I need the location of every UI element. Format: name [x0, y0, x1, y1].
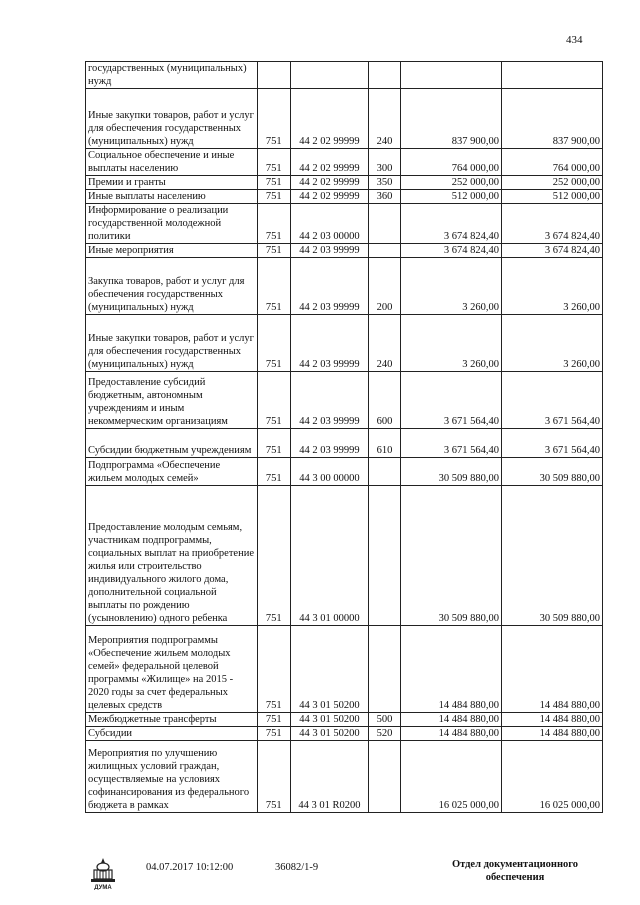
table-row: [86, 244, 603, 258]
table-row: [86, 713, 603, 727]
row-kcsr: 44 2 03 99999: [290, 258, 368, 315]
row-sum-2: 3 260,00: [502, 258, 603, 315]
row-kcsr: 44 3 01 50200: [290, 727, 368, 741]
row-grbs: 751: [257, 727, 290, 741]
table-row: [86, 258, 603, 315]
row-grbs: 751: [257, 458, 290, 486]
table-row: [86, 626, 603, 713]
row-sum-2: 30 509 880,00: [502, 458, 603, 486]
row-kcsr: 44 2 02 99999: [290, 89, 368, 149]
table-row: [86, 458, 603, 486]
row-sum-1: 14 484 880,00: [401, 713, 502, 727]
row-grbs: 751: [257, 190, 290, 204]
row-name: Мероприятия по улучшению жилищных условий граждан, осуществляемые на условиях софинансирования из федерального бюджета в рамках: [86, 741, 258, 813]
row-sum-2: 16 025 000,00: [502, 741, 603, 813]
row-grbs: 751: [257, 372, 290, 429]
row-kcsr: 44 2 02 99999: [290, 190, 368, 204]
row-sum-2: 3 671 564,40: [502, 429, 603, 458]
row-kcsr: 44 3 01 R0200: [290, 741, 368, 813]
row-sum-1: 764 000,00: [401, 149, 502, 176]
row-name: Премии и гранты: [86, 176, 258, 190]
table-row: [86, 315, 603, 372]
table-row: [86, 486, 603, 626]
row-kvr: [368, 741, 400, 813]
row-sum-1: 14 484 880,00: [401, 626, 502, 713]
row-sum-1: 30 509 880,00: [401, 458, 502, 486]
row-kcsr: 44 2 02 99999: [290, 176, 368, 190]
row-grbs: 751: [257, 176, 290, 190]
table-row: [86, 176, 603, 190]
row-sum-2: 14 484 880,00: [502, 626, 603, 713]
row-kvr: 240: [368, 89, 400, 149]
row-name: Подпрограмма «Обеспечение жильем молодых семей»: [86, 458, 258, 486]
row-kvr: 350: [368, 176, 400, 190]
row-grbs: 751: [257, 626, 290, 713]
row-kcsr: 44 2 03 99999: [290, 372, 368, 429]
row-kcsr: 44 2 03 99999: [290, 244, 368, 258]
row-kcsr: 44 2 03 99999: [290, 429, 368, 458]
row-kvr: 610: [368, 429, 400, 458]
duma-logo-icon: [88, 856, 118, 890]
row-kvr: 520: [368, 727, 400, 741]
footer-department: Отдел документационного обеспечения: [451, 859, 579, 883]
footer-document-code: 36082/1-9: [275, 862, 319, 873]
row-sum-1: 16 025 000,00: [401, 741, 502, 813]
row-grbs: 751: [257, 149, 290, 176]
row-sum-2: [502, 62, 603, 89]
row-kvr: [368, 486, 400, 626]
row-name: Информирование о реализации государственной молодежной политики: [86, 204, 258, 244]
table-row: [86, 204, 603, 244]
row-sum-1: 30 509 880,00: [401, 486, 502, 626]
row-grbs: 751: [257, 713, 290, 727]
row-name: Мероприятия подпрограммы «Обеспечение жильем молодых семей» федеральной целевой программы «Жилище» на 2015 - 2020 годы за счет федеральных целевых средств: [86, 626, 258, 713]
table-row: [86, 149, 603, 176]
row-kcsr: 44 2 02 99999: [290, 149, 368, 176]
row-sum-1: 3 260,00: [401, 315, 502, 372]
row-kcsr: 44 3 00 00000: [290, 458, 368, 486]
row-sum-2: 3 260,00: [502, 315, 603, 372]
row-sum-1: 3 671 564,40: [401, 429, 502, 458]
row-name: Межбюджетные трансферты: [86, 713, 258, 727]
row-sum-2: 252 000,00: [502, 176, 603, 190]
row-grbs: 751: [257, 244, 290, 258]
row-kcsr: 44 3 01 50200: [290, 626, 368, 713]
page-number: 434: [566, 34, 583, 46]
row-name: Предоставление молодым семьям, участникам подпрограммы, социальных выплат на приобретение жилья или строительство индивидуального жилого дома, дополнительной социальной выплаты по рождению (усыновлению) одного ребенка: [86, 486, 258, 626]
row-grbs: [257, 62, 290, 89]
row-kcsr: 44 3 01 50200: [290, 713, 368, 727]
table-row: [86, 89, 603, 149]
row-kcsr: 44 2 03 00000: [290, 204, 368, 244]
row-sum-2: 764 000,00: [502, 149, 603, 176]
row-sum-1: 3 674 824,40: [401, 244, 502, 258]
row-name: Иные закупки товаров, работ и услуг для обеспечения государственных (муниципальных) нужд: [86, 315, 258, 372]
row-kvr: 300: [368, 149, 400, 176]
row-grbs: 751: [257, 258, 290, 315]
row-kvr: 500: [368, 713, 400, 727]
row-kcsr: 44 2 03 99999: [290, 315, 368, 372]
row-sum-2: 30 509 880,00: [502, 486, 603, 626]
table-row: [86, 741, 603, 813]
row-sum-2: 3 674 824,40: [502, 244, 603, 258]
row-sum-1: [401, 62, 502, 89]
row-name: Закупка товаров, работ и услуг для обеспечения государственных (муниципальных) нужд: [86, 258, 258, 315]
row-sum-2: 14 484 880,00: [502, 727, 603, 741]
row-sum-1: 3 674 824,40: [401, 204, 502, 244]
row-name: Иные мероприятия: [86, 244, 258, 258]
row-sum-2: 3 674 824,40: [502, 204, 603, 244]
row-sum-1: 512 000,00: [401, 190, 502, 204]
budget-table: [85, 61, 603, 813]
row-sum-1: 837 900,00: [401, 89, 502, 149]
row-name: государственных (муниципальных) нужд: [86, 62, 258, 89]
row-sum-2: 837 900,00: [502, 89, 603, 149]
row-kcsr: 44 3 01 00000: [290, 486, 368, 626]
table-row: [86, 727, 603, 741]
row-name: Иные выплаты населению: [86, 190, 258, 204]
row-name: Иные закупки товаров, работ и услуг для обеспечения государственных (муниципальных) нужд: [86, 89, 258, 149]
row-kvr: [368, 244, 400, 258]
row-sum-1: 3 260,00: [401, 258, 502, 315]
row-kvr: 240: [368, 315, 400, 372]
row-sum-2: 14 484 880,00: [502, 713, 603, 727]
table-row: [86, 190, 603, 204]
row-kvr: 600: [368, 372, 400, 429]
row-kvr: [368, 62, 400, 89]
row-name: Предоставление субсидий бюджетным, автономным учреждениям и иным некоммерческим организациям: [86, 372, 258, 429]
table-row: [86, 372, 603, 429]
row-name: Субсидии бюджетным учреждениям: [86, 429, 258, 458]
table-row: [86, 62, 603, 89]
row-kvr: [368, 204, 400, 244]
row-kvr: 360: [368, 190, 400, 204]
table-row: [86, 429, 603, 458]
row-sum-1: 252 000,00: [401, 176, 502, 190]
footer-date: 04.07.2017 10:12:00: [146, 862, 234, 873]
row-sum-1: 3 671 564,40: [401, 372, 502, 429]
svg-text:ДУМА: ДУМА: [94, 885, 112, 890]
row-grbs: 751: [257, 315, 290, 372]
row-sum-1: 14 484 880,00: [401, 727, 502, 741]
row-grbs: 751: [257, 89, 290, 149]
row-grbs: 751: [257, 429, 290, 458]
row-name: Субсидии: [86, 727, 258, 741]
row-sum-2: 512 000,00: [502, 190, 603, 204]
row-kvr: [368, 458, 400, 486]
row-kcsr: [290, 62, 368, 89]
row-grbs: 751: [257, 741, 290, 813]
row-grbs: 751: [257, 486, 290, 626]
row-name: Социальное обеспечение и иные выплаты населению: [86, 149, 258, 176]
row-grbs: 751: [257, 204, 290, 244]
row-kvr: 200: [368, 258, 400, 315]
row-kvr: [368, 626, 400, 713]
row-sum-2: 3 671 564,40: [502, 372, 603, 429]
